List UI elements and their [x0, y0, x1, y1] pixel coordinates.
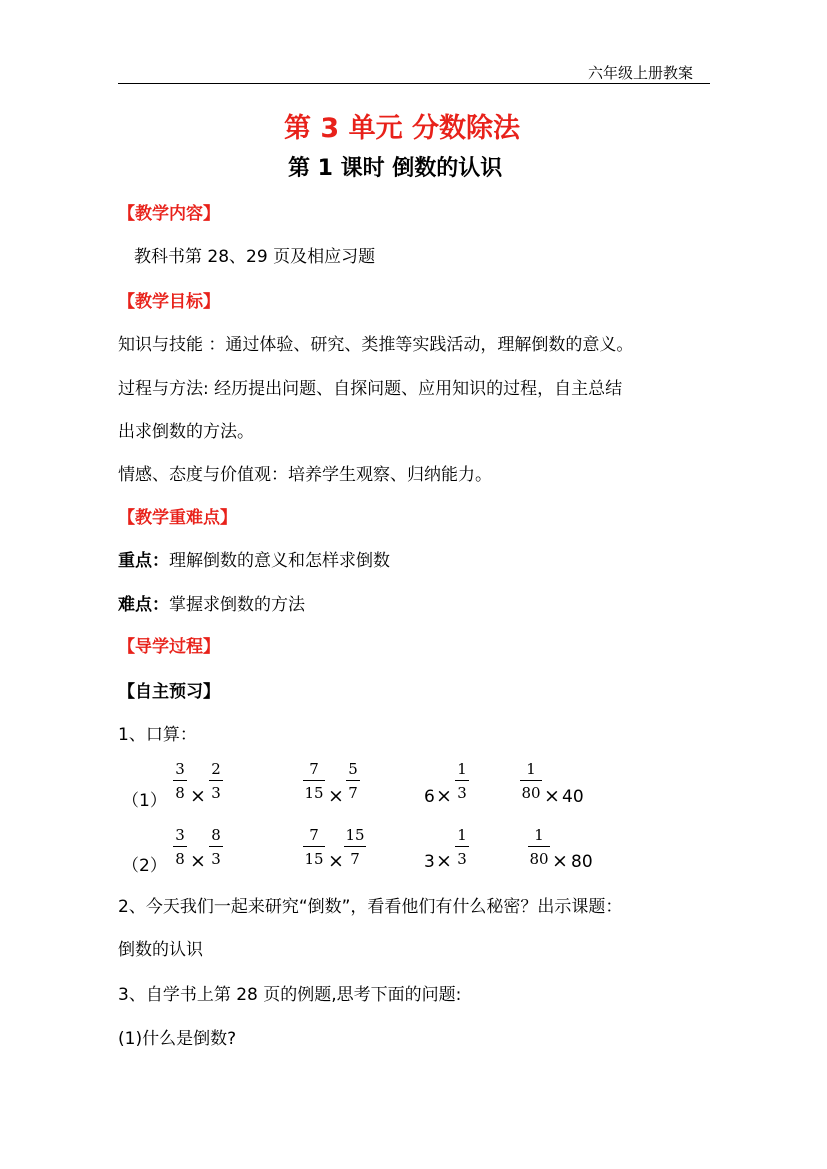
- fraction: 7 15: [304, 760, 324, 802]
- document-header-label: 六年级上册教案: [588, 64, 694, 82]
- fraction: 15 7: [345, 826, 365, 868]
- item-2-line1: 2、今天我们一起来研究“倒数”，看看他们有什么秘密？出示课题：: [118, 897, 623, 917]
- fraction: 1 80: [529, 826, 549, 868]
- integer-operand: 6: [424, 787, 435, 807]
- item-1-oral-calc: 1、口算：: [118, 725, 197, 745]
- times-sign: ×: [328, 785, 344, 807]
- integer-operand: 80: [571, 852, 593, 872]
- preview-heading: 【自主预习】: [118, 682, 220, 702]
- key-points-heading: 【教学重难点】: [118, 508, 237, 528]
- times-sign: ×: [544, 785, 560, 807]
- goals-heading: 【教学目标】: [118, 292, 220, 312]
- process-heading: 【导学过程】: [118, 637, 220, 657]
- times-sign: ×: [552, 850, 568, 872]
- fraction: 1 80: [521, 760, 541, 802]
- row-2-label: （2）: [122, 856, 167, 876]
- difficult-point-label: 难点：: [118, 595, 169, 615]
- goal-emotion: 情感、态度与价值观：培养学生观察、归纳能力。: [118, 465, 492, 485]
- integer-operand: 3: [424, 852, 435, 872]
- content-text: 教科书第 28、29 页及相应习题: [134, 247, 376, 267]
- fraction: 7 15: [304, 826, 324, 868]
- times-sign: ×: [436, 850, 452, 872]
- fraction: 5 7: [346, 760, 360, 802]
- fraction: 3 8: [173, 760, 187, 802]
- times-sign: ×: [190, 785, 206, 807]
- fraction: 3 8: [173, 826, 187, 868]
- row-1-label: （1）: [122, 791, 167, 811]
- fraction: 2 3: [209, 760, 223, 802]
- times-sign: ×: [328, 850, 344, 872]
- fraction: 8 3: [209, 826, 223, 868]
- difficult-point-line: [118, 590, 305, 615]
- header-divider: [118, 83, 710, 84]
- goal-process-line1: 过程与方法: 经历提出问题、自探问题、应用知识的过程，自主总结: [118, 379, 623, 399]
- key-point-line: [118, 546, 390, 571]
- goal-knowledge: 知识与技能 ：通过体验、研究、类推等实践活动，理解倒数的意义。: [118, 335, 634, 355]
- difficult-point-text: 掌握求倒数的方法: [169, 595, 305, 615]
- goal-process-line2: 出求倒数的方法。: [118, 422, 254, 442]
- integer-operand: 40: [562, 787, 584, 807]
- item-3-question-1: (1)什么是倒数?: [118, 1029, 237, 1049]
- fraction: 1 3: [455, 760, 469, 802]
- key-point-label: 重点：: [118, 551, 169, 571]
- fraction: 1 3: [455, 826, 469, 868]
- times-sign: ×: [190, 850, 206, 872]
- times-sign: ×: [436, 785, 452, 807]
- unit-title: 第 3 单元 分数除法: [284, 113, 520, 144]
- lesson-title: 第 1 课时 倒数的认识: [288, 156, 503, 181]
- item-3: 3、自学书上第 28 页的例题,思考下面的问题:: [118, 985, 462, 1005]
- item-2-line2: 倒数的认识: [118, 940, 203, 960]
- content-heading: 【教学内容】: [118, 204, 220, 224]
- key-point-text: 理解倒数的意义和怎样求倒数: [169, 551, 390, 571]
